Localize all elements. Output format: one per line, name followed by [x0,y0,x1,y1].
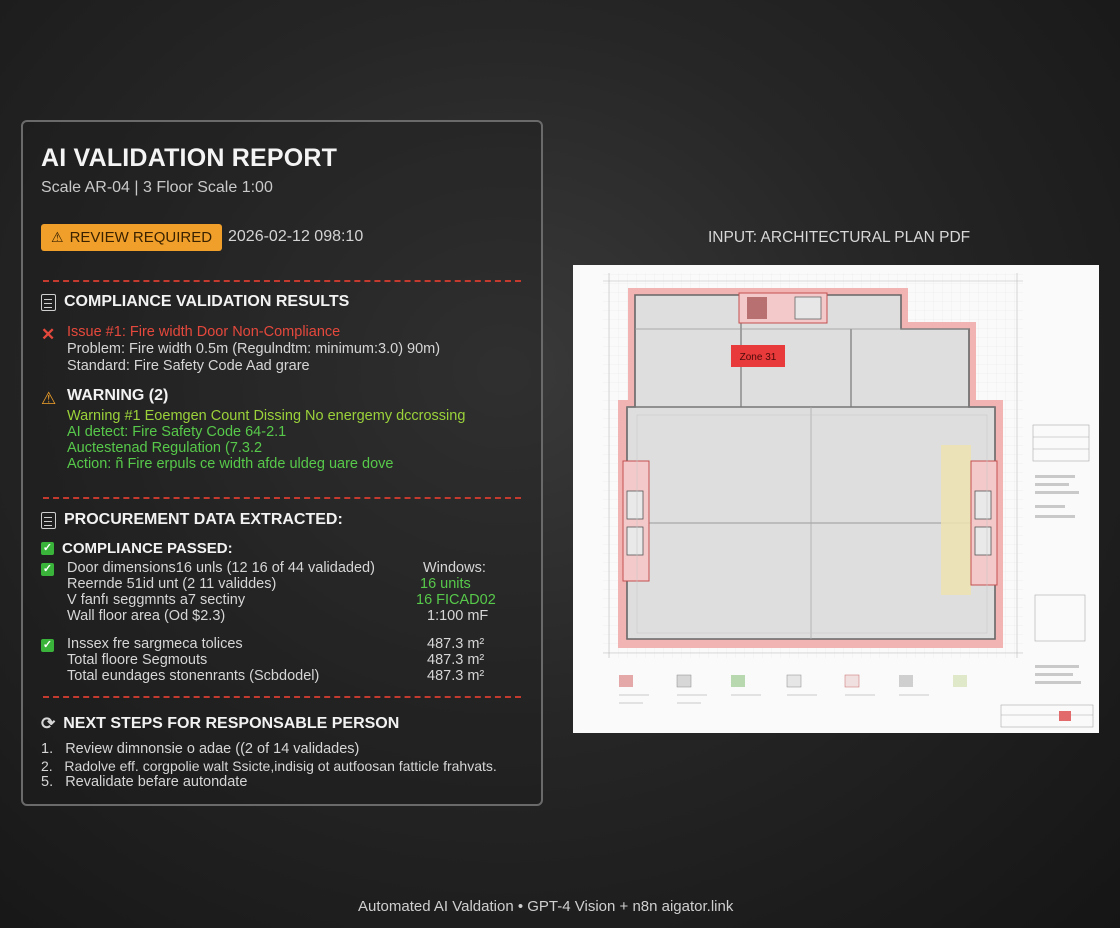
refresh-icon: ⟳ [41,714,56,733]
procurement-row-label: Door dimensions16 unls (12 16 of 44 validaded) [67,560,375,576]
checkbox-checked-icon: ✓ [42,563,53,575]
section-divider [43,280,521,282]
compliance-section-header [41,293,349,311]
checkbox-checked-icon: ✓ [42,639,53,651]
compliance-heading: COMPLIANCE VALIDATION RESULTS [64,293,350,310]
section-divider [43,497,521,499]
checkbox-checked-icon: ✓ [42,542,53,554]
next-step-item [41,774,247,790]
report-timestamp: 2026-02-12 098:10 [228,228,364,245]
next-step-number: 1. [41,741,54,757]
procurement-row-label: Inssex fre sargmeca tolices [67,636,243,652]
warning-line-4: Action: ñ Fire erpuls ce width afde uldeg uare dove [67,456,394,472]
warning-triangle-icon: ⚠ [51,229,64,245]
validation-report-panel [21,120,543,806]
badge-label: REVIEW REQUIRED [69,229,213,246]
procurement-row-value: 487.3 m² [427,636,485,652]
next-steps-heading: NEXT STEPS FOR RESPONSABLE PERSON [63,715,400,732]
floor-plan-drawing [573,265,1099,733]
section-divider [43,696,521,698]
procurement-row-label: Reernde 51id unt (2 11 validdes) [67,576,277,592]
plan-input-label: INPUT: ARCHITECTURAL PLAN PDF [708,229,971,246]
issue-problem: Problem: Fire width 0.5m (Regulndtm: minimum:3.0) 90m) [67,341,441,357]
procurement-heading: PROCURЕMENT DATA EXTRACTED: [64,511,343,528]
clipboard-icon [41,512,56,529]
issue-title: Issue #1: Fire width Door Non-Compliance [67,324,341,340]
procurement-row-label: Total floore Segmouts [67,652,208,668]
procurement-row-value: 16 units [420,576,471,592]
next-steps-section-header [41,714,399,734]
report-title: AI VALIDATION REPORT [41,144,338,172]
issue-standard: Standard: Fire Safety Code Aad grare [67,358,310,374]
clipboard-icon [41,294,56,311]
warning-line-2: AI detect: Fire Safety Code 64-2.1 [67,424,287,440]
review-required-badge [41,224,222,251]
next-step-number: 5. [41,774,54,790]
procurement-row-label: V fanfı seggmnts a7 sectiny [67,592,246,608]
procurement-row-label: Total eundages stonenrants (Scbdodel) [67,668,320,684]
next-step-text: Revalidate befare autondate [65,774,248,790]
compliance-passed-heading: COMPLIANCE PASSED: [62,540,233,557]
architectural-plan-sheet [573,265,1099,733]
next-step-text: Review dimnonsie o adae ((2 of 14 validades) [65,741,360,757]
next-step-number: 2. [41,758,53,774]
procurement-row-value: 487.3 m² [427,668,485,684]
procurement-row-label: Wall floor area (Od $2.3) [67,608,226,624]
procurement-section-header [41,511,343,529]
warning-line-1: Warning #1 Eoemgen Count Dissing No energemy dccrossing [67,408,466,424]
report-subtitle: Scale AR-04 | 3 Floor Scale 1:00 [41,179,273,196]
next-step-item [41,741,359,757]
error-x-icon: ✕ [41,325,56,344]
warning-line-3: Auctestenad Regulation (7.3.2 [67,440,263,456]
procurement-row-value: 1:100 mF [427,608,489,624]
procurement-row-value: Windows: [423,560,486,576]
procurement-row-value: 16 FICAD02 [416,592,496,608]
procurement-row-value: 487.3 m² [427,652,485,668]
footer-caption: Automated AI Valdation • GPT-4 Vision + n8n aigator.link [358,898,734,915]
zone-label: Zone 31 [739,352,777,363]
next-step-text: Radolve eff. corgpolie walt Ssicte,indisig ot autfoosan fatticle frahvats. [64,758,497,774]
warning-icon: ⚠ [41,389,57,408]
compliance-passed-header [41,540,233,557]
warning-heading: WARNING (2) [67,387,169,404]
next-step-item [41,758,497,774]
